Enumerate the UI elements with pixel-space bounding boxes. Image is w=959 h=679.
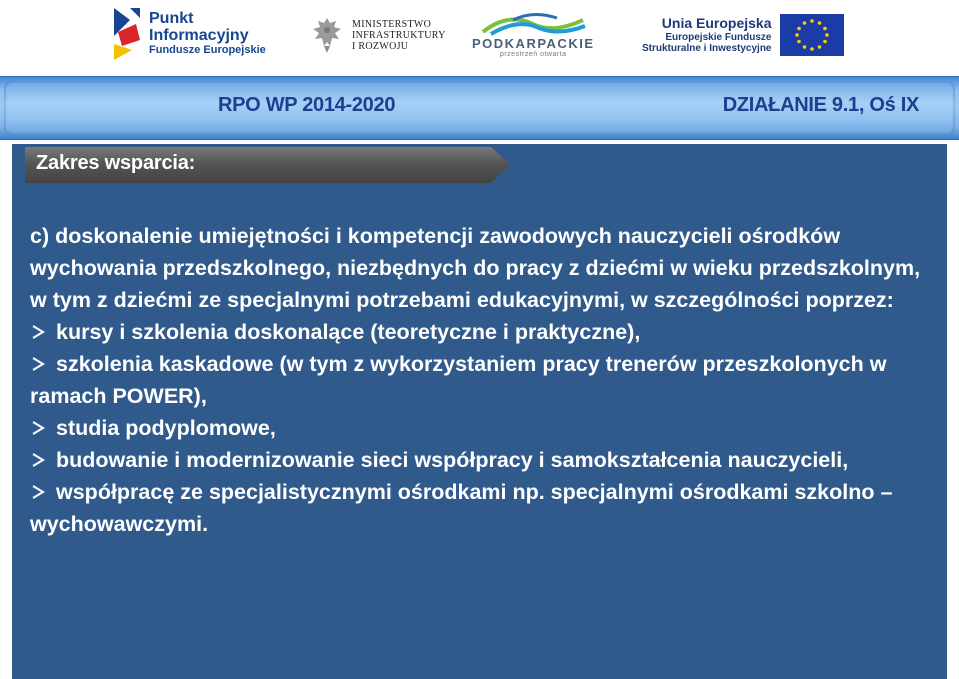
podkarpackie-name: PODKARPACKIE — [472, 36, 595, 51]
intro-paragraph: c) doskonalenie umiejętności i kompetencji zawodowych nauczycieli ośrodków wychowania przedszkolnego, niezbędnych do pracy z dziećmi w wieku przedszkolnym, w tym z dziećmi ze specjalnymi potrzebami edukacyjnymi, w szczególności poprzez: — [30, 224, 921, 312]
arrow-bullet-icon — [30, 452, 46, 468]
list-item — [30, 316, 930, 348]
list-item-text: współpracę ze specjalistycznymi ośrodkami np. specjalnymi ośrodkami szkolno – wychowawczymi. — [30, 480, 893, 536]
list-item-text: studia podyplomowe, — [56, 416, 276, 440]
punkt-informacyjny-mark-icon — [112, 6, 142, 62]
punkt-informacyjny-logo — [112, 4, 266, 64]
list-item — [30, 476, 930, 540]
ministry-line3: I ROZWOJU — [352, 40, 409, 52]
program-title: RPO WP 2014-2020 — [218, 94, 396, 116]
body-content — [30, 220, 930, 540]
logo-bar — [0, 0, 959, 70]
ministry-line1: MINISTERSTWO — [352, 18, 432, 30]
eu-flag-icon — [780, 14, 844, 56]
podkarpackie-mountains-icon — [473, 10, 593, 36]
punkt-logo-line1: Punkt — [149, 10, 194, 28]
list-item-text: budowanie i modernizowanie sieci współpracy i samokształcenia nauczycieli, — [56, 448, 849, 472]
ue-line2: Europejskie Fundusze — [665, 31, 772, 43]
ministry-logo — [310, 14, 446, 56]
podkarpackie-sub: przestrzeń otwarta — [499, 51, 567, 58]
arrow-bullet-icon — [30, 420, 46, 436]
title-bar — [0, 76, 959, 140]
section-label: Zakres wsparcia: — [36, 152, 196, 174]
podkarpackie-logo — [472, 10, 595, 60]
action-title: DZIAŁANIE 9.1, Oś IX — [722, 94, 919, 116]
support-list — [30, 316, 930, 540]
list-item — [30, 412, 930, 444]
ue-line3: Strukturalne i Inwestycyjne — [642, 42, 772, 54]
list-item-text: kursy i szkolenia doskonalące (teoretyczne i praktyczne), — [56, 320, 641, 344]
arrow-bullet-icon — [30, 484, 46, 500]
list-item-text: szkolenia kaskadowe (w tym z wykorzystaniem pracy trenerów przeszkolonych w ramach POWER), — [30, 352, 887, 408]
punkt-logo-line3: Fundusze Europejskie — [149, 44, 266, 57]
list-item — [30, 444, 930, 476]
ministry-line2: INFRASTRUKTURY — [352, 29, 446, 41]
ue-logo — [642, 10, 844, 60]
ue-line1: Unia Europejska — [661, 15, 772, 32]
arrow-bullet-icon — [30, 356, 46, 372]
punkt-logo-line2: Informacyjny — [149, 27, 249, 45]
arrow-bullet-icon — [30, 324, 46, 340]
eagle-emblem-icon — [310, 15, 344, 55]
list-item — [30, 348, 930, 412]
